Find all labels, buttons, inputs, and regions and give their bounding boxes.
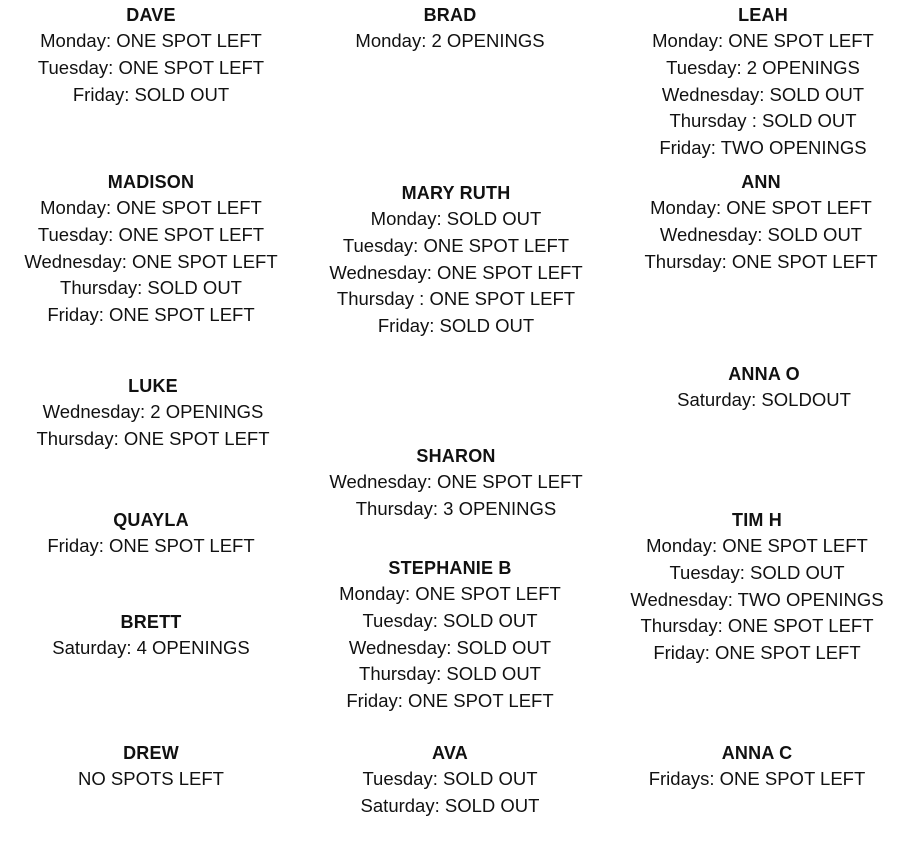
instructor-name: SHARON [416, 446, 496, 466]
availability-line: Tuesday: ONE SPOT LEFT [342, 234, 570, 256]
availability-line: Monday: ONE SPOT LEFT [40, 30, 262, 51]
instructor-block-anna-o [619, 361, 900, 414]
availability-line: Saturday: SOLDOUT [677, 389, 851, 410]
instructor-name: TIM H [732, 510, 782, 530]
instructor-block-drew [6, 740, 296, 793]
instructor-block-luke [8, 373, 298, 453]
availability-line: Thursday: SOLD OUT [60, 277, 242, 299]
availability-line: Monday: SOLD OUT [370, 208, 542, 229]
instructor-name: STEPHANIE B [388, 558, 512, 578]
availability-line: Tuesday: SOLD OUT [669, 561, 845, 583]
availability-line: Monday: ONE SPOT LEFT [40, 197, 262, 218]
instructor-block-brad [305, 2, 595, 55]
instructor-name: LUKE [128, 376, 178, 396]
availability-line: Thursday : SOLD OUT [669, 110, 857, 132]
instructor-block-anna-c [612, 740, 900, 793]
availability-line: Tuesday: SOLD OUT [362, 609, 538, 631]
availability-line: Tuesday: ONE SPOT LEFT [37, 223, 265, 245]
instructor-block-brett [6, 609, 296, 662]
instructor-name: ANNA O [728, 364, 800, 384]
availability-line: Wednesday: SOLD OUT [659, 223, 863, 245]
availability-line: Thursday: SOLD OUT [359, 663, 541, 685]
instructor-name: BRAD [423, 5, 477, 25]
instructor-name: DAVE [126, 5, 176, 25]
availability-line: Tuesday: ONE SPOT LEFT [37, 56, 265, 78]
instructor-name: MARY RUTH [401, 183, 511, 203]
availability-line: Friday: SOLD OUT [377, 315, 535, 337]
availability-line: Monday: ONE SPOT LEFT [650, 197, 872, 218]
instructor-block-quayla [6, 507, 296, 560]
availability-line: Thursday: 3 OPENINGS [355, 497, 557, 519]
instructor-block-tim-h [612, 507, 900, 667]
availability-line: Monday: ONE SPOT LEFT [646, 535, 868, 556]
instructor-block-madison [6, 169, 296, 329]
availability-line: Wednesday: ONE SPOT LEFT [24, 250, 278, 272]
availability-line: Saturday: SOLD OUT [360, 794, 540, 816]
availability-line: Wednesday: 2 OPENINGS [42, 401, 264, 422]
availability-line: Tuesday: SOLD OUT [362, 768, 538, 789]
instructor-block-mary-ruth [311, 180, 601, 340]
availability-line: Thursday: ONE SPOT LEFT [640, 615, 874, 637]
instructor-block-sharon [311, 443, 601, 523]
availability-line: Wednesday: ONE SPOT LEFT [329, 471, 583, 492]
availability-line: Friday: ONE SPOT LEFT [47, 304, 255, 326]
instructor-block-leah [618, 2, 900, 162]
availability-line: Friday: SOLD OUT [72, 83, 230, 105]
instructor-block-ava [305, 740, 595, 820]
availability-line: Monday: ONE SPOT LEFT [339, 583, 561, 604]
instructor-name: BRETT [120, 612, 182, 632]
availability-line: Wednesday: ONE SPOT LEFT [329, 261, 583, 283]
instructor-name: MADISON [107, 172, 195, 192]
availability-line: Friday: ONE SPOT LEFT [47, 535, 255, 556]
instructor-block-dave [6, 2, 296, 108]
availability-line: Friday: ONE SPOT LEFT [346, 690, 554, 712]
availability-line: Friday: TWO OPENINGS [659, 137, 867, 159]
instructor-name: AVA [432, 743, 468, 763]
availability-line: NO SPOTS LEFT [78, 768, 224, 789]
availability-line: Friday: ONE SPOT LEFT [653, 642, 861, 664]
availability-line: Tuesday: 2 OPENINGS [666, 56, 860, 78]
availability-line: Monday: 2 OPENINGS [355, 30, 545, 51]
instructor-name: QUAYLA [113, 510, 189, 530]
availability-line: Saturday: 4 OPENINGS [52, 637, 250, 658]
instructor-name: LEAH [738, 5, 788, 25]
availability-line: Fridays: ONE SPOT LEFT [648, 768, 866, 789]
instructor-name: DREW [123, 743, 179, 763]
availability-line: Wednesday: SOLD OUT [661, 83, 865, 105]
availability-line: Thursday : ONE SPOT LEFT [336, 288, 576, 310]
availability-line: Thursday: ONE SPOT LEFT [644, 250, 878, 272]
availability-line: Wednesday: SOLD OUT [348, 636, 552, 658]
instructor-name: ANNA C [721, 743, 793, 763]
availability-line: Monday: ONE SPOT LEFT [652, 30, 874, 51]
availability-line: Thursday: ONE SPOT LEFT [36, 427, 270, 449]
availability-line: Wednesday: TWO OPENINGS [630, 588, 884, 610]
instructor-block-stephanie-b [305, 555, 595, 715]
instructor-name: ANN [741, 172, 781, 192]
instructor-block-ann [616, 169, 900, 275]
